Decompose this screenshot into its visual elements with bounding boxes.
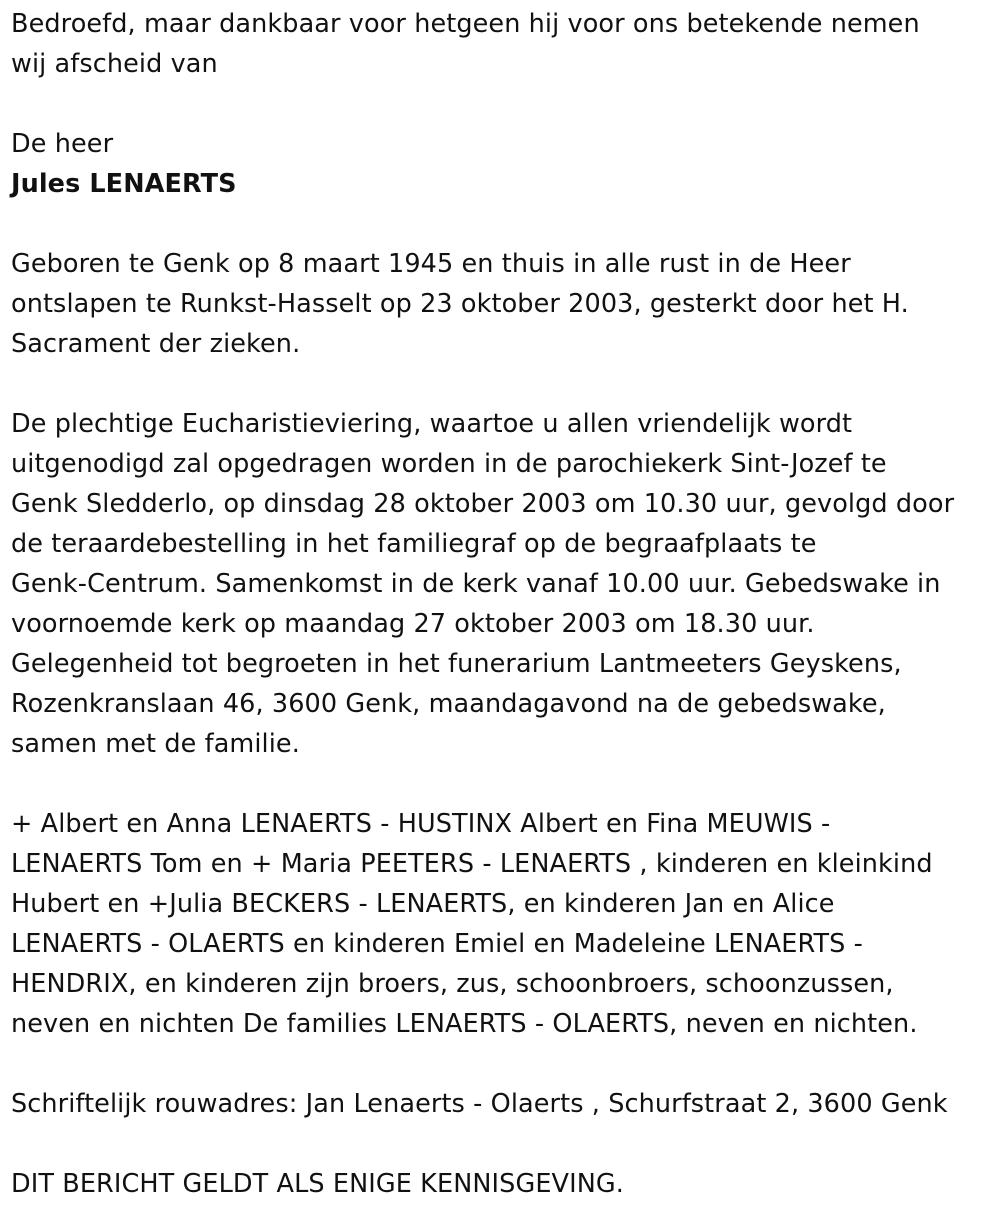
deceased-name: Jules LENAERTS <box>11 169 237 199</box>
mourning-address: Schriftelijk rouwadres: Jan Lenaerts - Olaerts , Schurfstraat 2, 3600 Genk <box>11 1089 948 1119</box>
ceremony-text: De plechtige Eucharistieviering, waartoe u allen vriendelijk wordt uitgenodigd zal opgedragen worden in de parochiekerk Sint-Jozef te Genk Sledderlo, op dinsdag 28 oktober 2003 om 10.30 uur, gevolgd door de teraardebestelling in het familiegraf op de begraafplaats te Genk-Centrum. Samenkomst in de kerk vanaf 10.00 uur. Gebedswake in voornoemde kerk op maandag 27 oktober 2003 om 18.30 uur. Gelegenheid tot begroeten in het funerarium Lantmeeters Geyskens, Rozenkranslaan 46, 3600 Genk, maandagavond na de gebedswake, samen met de familie. <box>11 409 955 759</box>
obituary-notice <box>11 4 996 1204</box>
birth-death-text: Geboren te Genk op 8 maart 1945 en thuis in alle rust in de Heer ontslapen te Runkst-Hasselt op 23 oktober 2003, gesterkt door het H. Sacrament der zieken. <box>11 249 909 359</box>
intro-text: Bedroefd, maar dankbaar voor hetgeen hij voor ons betekende nemen wij afscheid van <box>11 9 920 79</box>
family-text: + Albert en Anna LENAERTS - HUSTINX Albert en Fina MEUWIS - LENAERTS Tom en + Maria PEETERS - LENAERTS , kinderen en kleinkind Hubert en +Julia BECKERS - LENAERTS, en kinderen Jan en Alice LENAERTS - OLAERTS en kinderen Emiel en Madeleine LENAERTS - HENDRIX, en kinderen zijn broers, zus, schoonbroers, schoonzussen, neven en nichten De families LENAERTS - OLAERTS, neven en nichten. <box>11 809 933 1039</box>
closing-statement: DIT BERICHT GELDT ALS ENIGE KENNISGEVING. <box>11 1169 624 1199</box>
salutation: De heer <box>11 129 114 159</box>
